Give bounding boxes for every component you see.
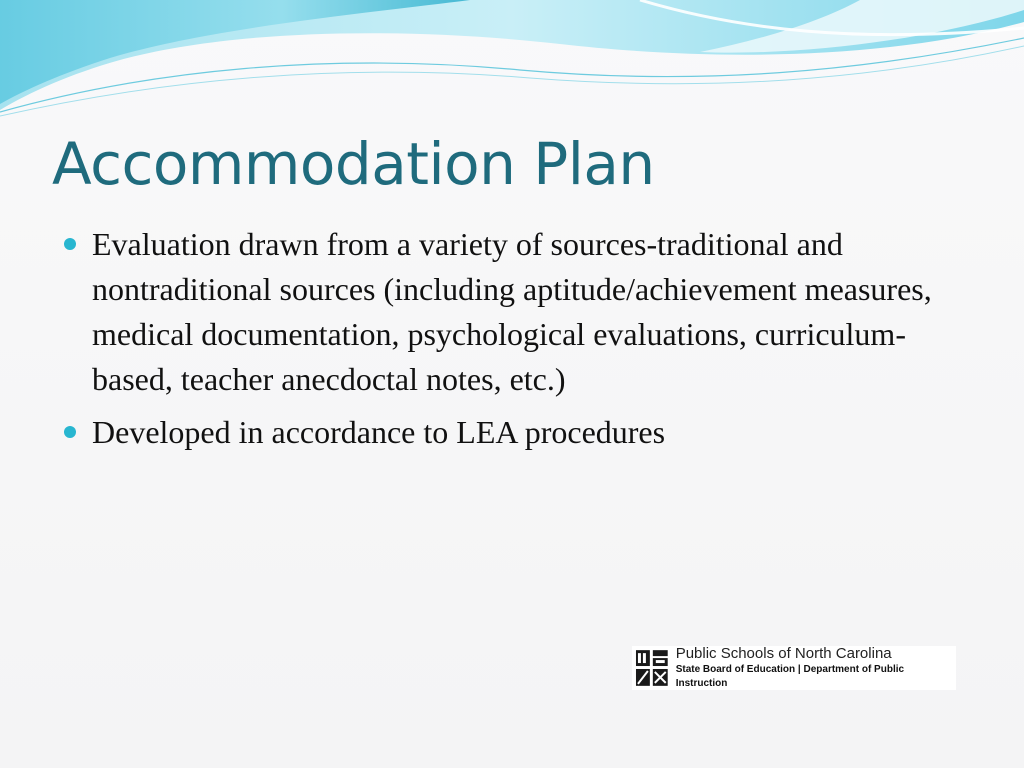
slide-title: Accommodation Plan (52, 130, 655, 198)
nc-public-schools-logo-icon (634, 648, 670, 688)
logo-organization-name: Public Schools of North Carolina (675, 645, 892, 662)
organization-logo (632, 646, 956, 690)
header-wave-decoration (0, 0, 1024, 120)
bullet-text: Developed in accordance to LEA procedures (92, 414, 666, 450)
bullet-list (62, 222, 962, 463)
logo-text (676, 645, 956, 691)
bullet-marker-icon (64, 426, 76, 438)
bullet-item (62, 410, 962, 455)
bullet-item (62, 222, 962, 402)
bullet-text: Evaluation drawn from a variety of sources-traditional and nontraditional sources (including aptitude/achievement measures, medical documentation, psychological evaluations, curriculum-based, teacher anecdoctal notes, etc.) (92, 226, 932, 397)
bullet-marker-icon (64, 238, 76, 250)
logo-organization-subtitle: State Board of Education | Department of Public Instruction (675, 664, 905, 689)
